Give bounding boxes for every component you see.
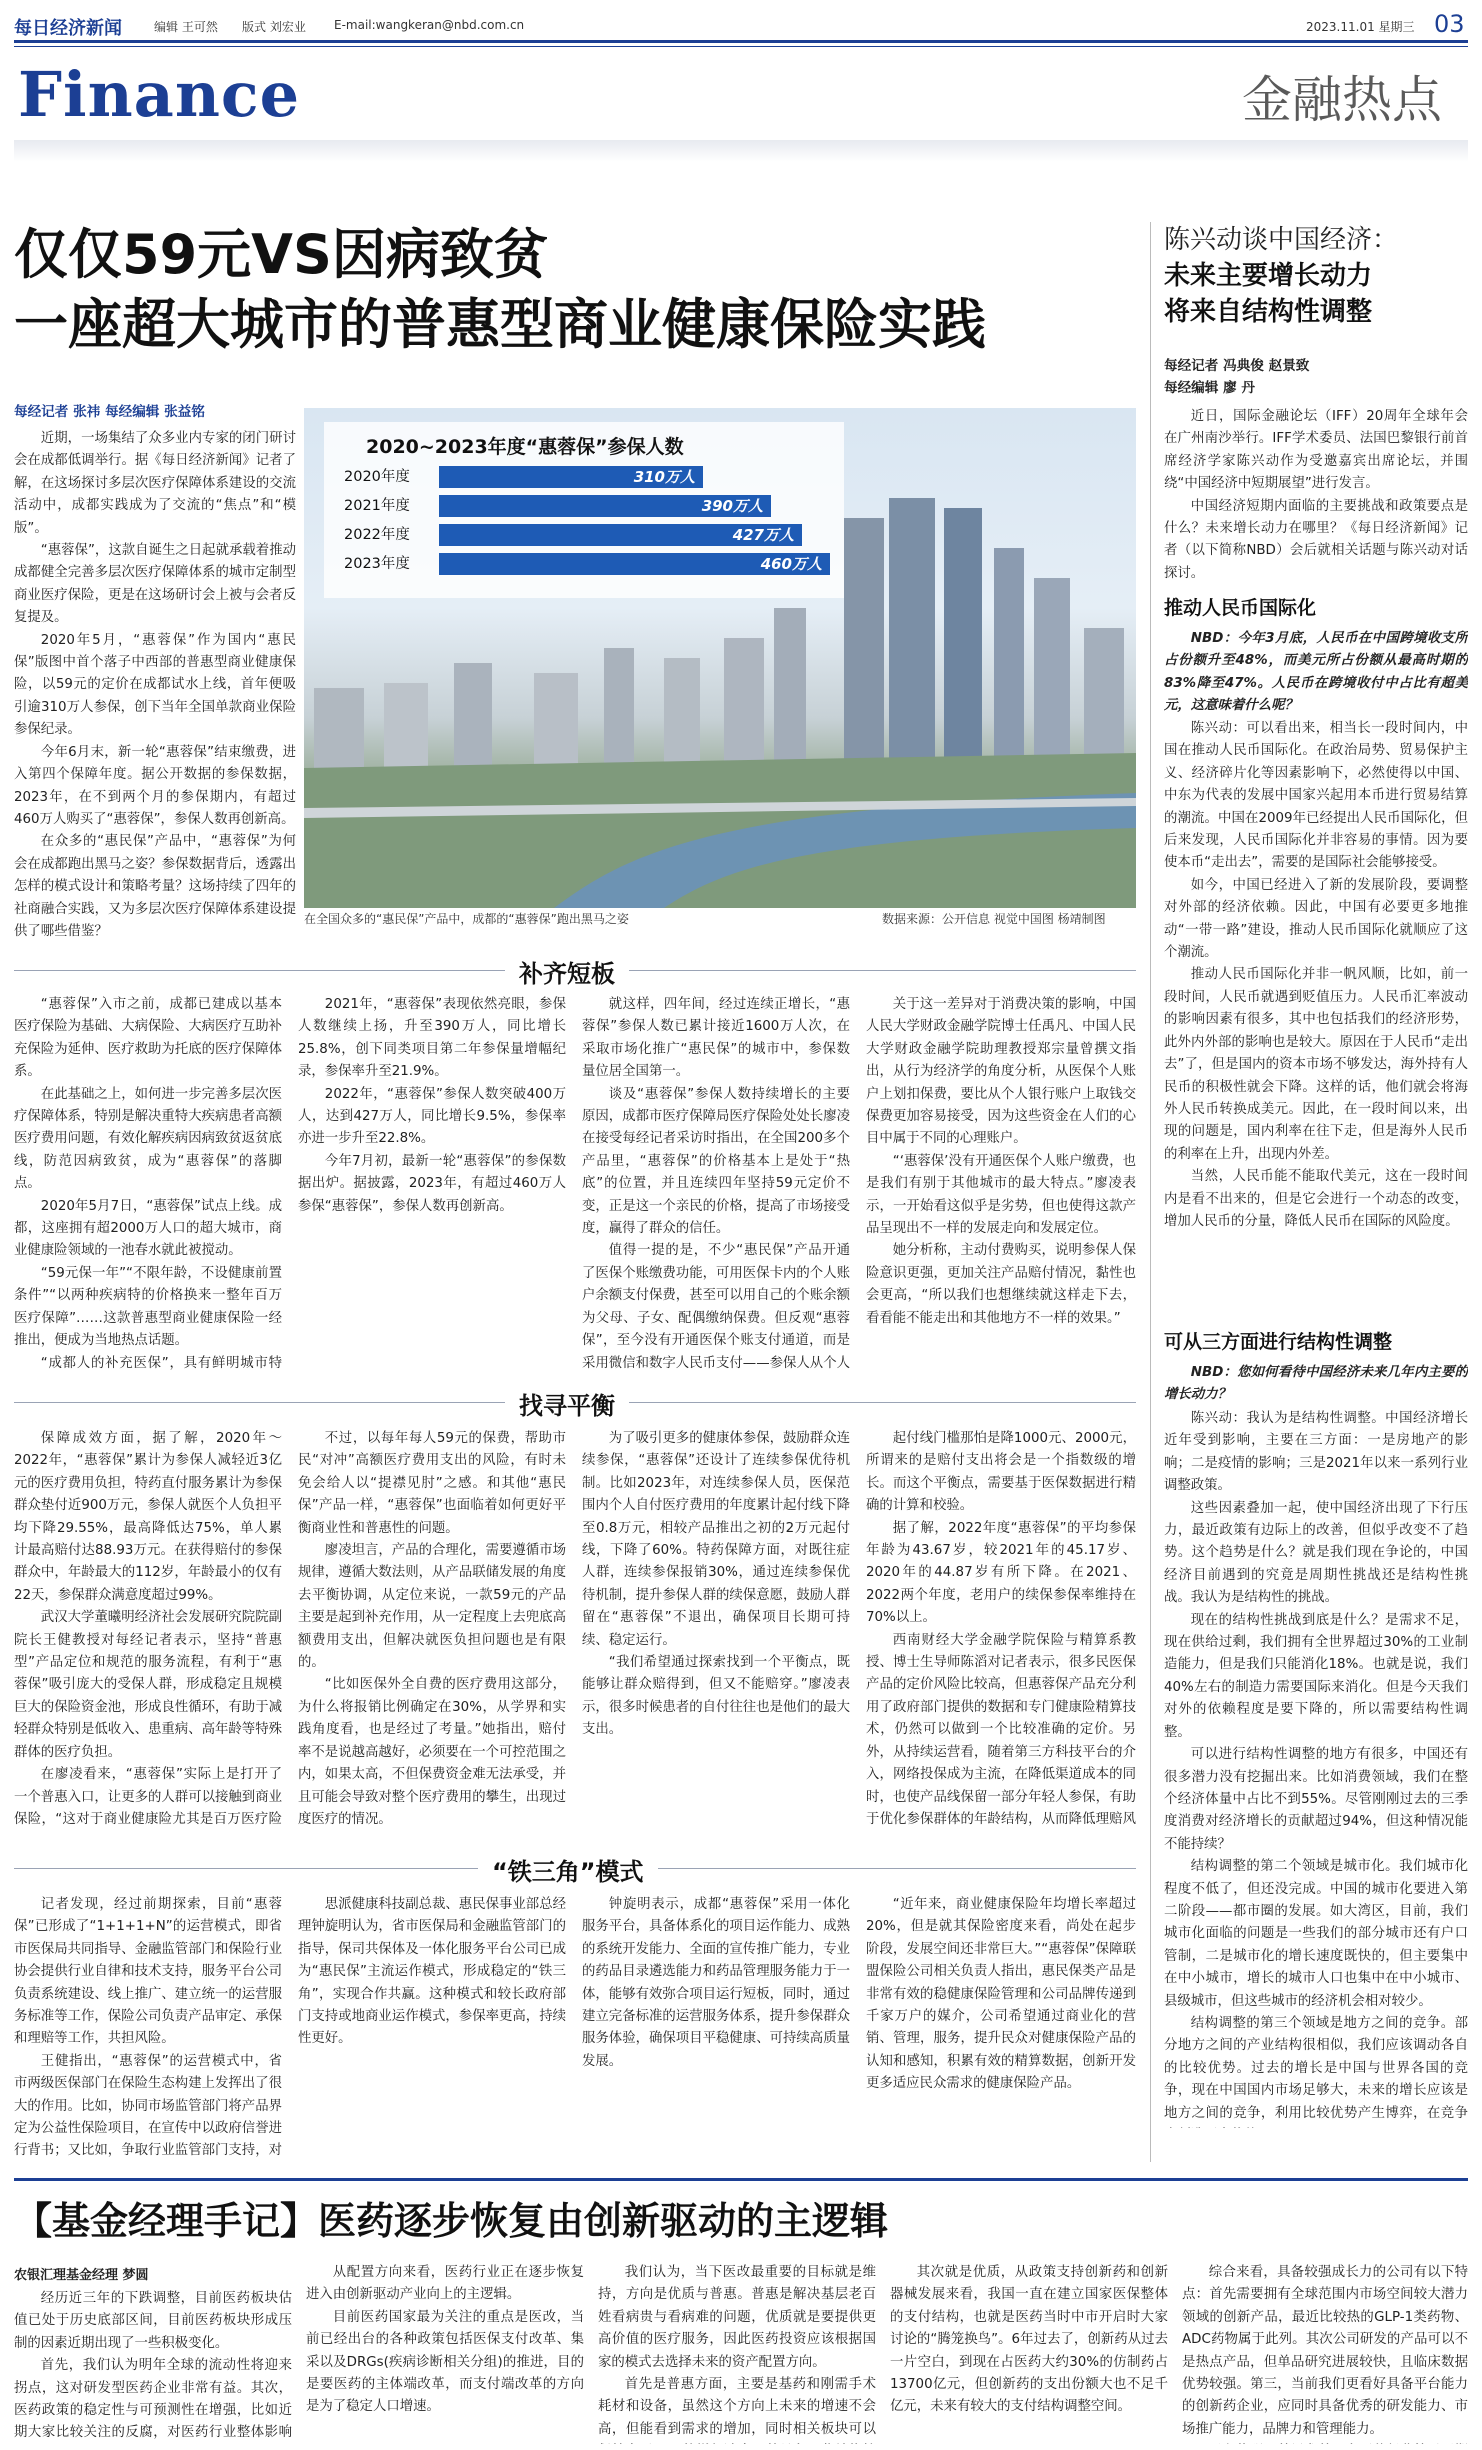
bar: [439, 466, 703, 488]
paragraph: 据了解，2022年度“惠蓉保”的平均参保年龄为43.67岁，较2021年的45.17岁、2020年的44.87岁有所下降。在2021、2022两个年度，老用户的续保参保率维持在70%以上。: [866, 1520, 1136, 1626]
paragraph: 保障成效方面，据了解，2020年～2022年，“惠蓉保”累计为参保人减轻近3亿元的医疗费用负担，特药直付服务累计为参保群众垫付近900万元，参保人就医个人负担平均下降29.55%，最高降低达75%，单人累计最高赔付达88.93万元。在获得赔付的参保群众中，年龄最大的112岁，年龄最小的仅有22天，参保群众满意度超过99%。: [14, 1431, 282, 1603]
s2-col-1: [14, 1428, 282, 1828]
paragraph: 当然，人民币能不能取代美元，这在一段时间内是看不出来的，但是它会进行一个动态的改变，增加人民币的分量，降低人民币在国际的风险度。: [1164, 1169, 1468, 1229]
main-byline: 每经记者 张祎 每经编辑 张益铭: [14, 404, 205, 420]
paragraph: 她分析称，主动付费购买，说明参保人保险意识更强，更加关注产品赔付情况，黏性也会更高，“所以我们也想继续就这样走下去，看看能不能走出和其他地方不一样的效果。”: [866, 1243, 1136, 1326]
column-divider: [1150, 222, 1151, 2162]
sidebar-subhead-2: 可从三方面进行结构性调整: [1164, 1331, 1393, 1353]
paragraph: “比如医保外全自费的医疗费用这部分，为什么将报销比例确定在30%，从学界和实践角度看，也是经过了考量。”她指出，赔付率不是说越高越好，必须要在一个可控范围之内，如果太高，不但保费资金难无法承受，并且可能会导致对整个医疗费用的攀生，出现过度医疗的情况。: [298, 1677, 566, 1827]
chart-row: [324, 524, 844, 546]
paragraph: 中国经济短期内面临的主要挑战和政策要点是什么？未来增长动力在哪里？《每日经济新闻》记者（以下简称NBD）会后就相关话题与陈兴动对话探讨。: [1164, 498, 1468, 581]
bottom-title: 【基金经理手记】医药逐步恢复由创新驱动的主逻辑: [14, 2199, 889, 2243]
paragraph: 推动人民币国际化并非一帆风顺，比如，前一段时间，人民币就遇到贬值压力。人民币汇率波动的影响因素有很多，其中也包括我们的经济形势，此外内外部的影响也是较大。原因在于人民币“走出去”了，但是国内的资本市场不够发达，海外持有人民币的积极性就会下降。这样的话，他们就会将海外人民币转换成美元。因此，在一段时间以来，出现的问题是，国内利率在往下走，但是海外人民币的利率在上升，出现内外差。: [1164, 967, 1468, 1162]
paragraph: 陈兴动：可以看出来，相当长一段时间内，中国在推动人民币国际化。在政治局势、贸易保护主义、经济碎片化等因素影响下，必然使得以中国、中东为代表的发展中国家兴起用本币进行贸易结算的潮流。中国在2009年已经提出人民币国际化，但后来发现，人民币国际化并非容易的事情。因为要使本币“走出去”，需要的是国际社会能够接受。: [1164, 721, 1468, 871]
sidebar-intro: [1164, 406, 1468, 586]
paragraph: 就这样，四年间，经过连续正增长，“惠蓉保”参保人数已累计接近1600万人次，在采取市场化推广“惠民保”的城市中，参保数量位居全国第一。: [582, 997, 850, 1080]
bottom-col-3: [598, 2262, 876, 2444]
paragraph: “惠蓉保”入市之前，成都已建成以基本医疗保险为基础、大病保险、大病医疗互助补充保险为延伸、医疗救助为托底的医疗保障体系。: [14, 997, 282, 1080]
paragraph: 首先，我们认为明年全球的流动性将迎来拐点，这对研发型医药企业非常有益。其次，医药政策的稳定性与可预测性在增强，比如近期大家比较关注的反腐，对医药行业整体影响: [14, 2358, 292, 2441]
s3-col-4: [866, 1894, 1136, 2164]
s3-col-3: [582, 1894, 850, 2164]
sidebar-subhead-1: 推动人民币国际化: [1164, 597, 1317, 619]
s3-col-1: [14, 1894, 282, 2164]
paragraph: “我们希望通过探索找到一个平衡点，既能够让群众赔得到，但又不能赔穿。”廖凌表示，很多时候患者的自付往往也是他们的最大支出。: [582, 1655, 850, 1738]
chart-row: [324, 553, 844, 575]
paragraph: 结构调整的第二个领域是城市化。我们城市化程度不低了，但还没完成。中国的城市化要进入第二阶段——都市圈的发展。如大湾区，目前，我们城市化面临的问题是一些我们的部分城市还有户口管制，二是城市化的增长速度既快的，但主要集中在中小城市，增长的城市人口也集中在中小城市、县级城市，但这些城市的经济机会相对较少。: [1164, 1859, 1468, 2009]
category-label: 2020年度: [344, 469, 410, 485]
data-label: 310万人: [633, 468, 695, 486]
paragraph: “59元保一年”“不限年龄，不设健康前置条件”“以两种疾病特的价格换来一整年百万医疗保障”……这款普惠型商业健康保险一经推出，便成为当地热点话题。: [14, 1265, 282, 1349]
s1-col-2: [298, 994, 566, 1374]
sidebar-title-1: 陈兴动谈中国经济：: [1164, 225, 1399, 255]
intro-paragraph: 近期，一场集结了众多业内专家的闭门研讨会在成都低调举行。据《每日经济新闻》记者了解，在这场探讨多层次医疗保障体系建设的交流活动中，成都实践成为了交流的“焦点”和“模版”。: [14, 431, 296, 536]
category-label: 2023年度: [344, 556, 410, 572]
page-number: 03: [1434, 10, 1465, 38]
sidebar-byline-1: 每经记者 冯典俊 赵景致: [1164, 358, 1310, 374]
s3-col-2: [298, 1894, 566, 2164]
bottom-col-1: [14, 2288, 292, 2444]
s2-col-2: [298, 1428, 566, 1828]
category-label: 2021年度: [344, 498, 410, 514]
chart-source: 数据来源：公开信息 视觉中国图 杨靖制图: [882, 912, 1106, 926]
data-label: 427万人: [732, 526, 794, 544]
paragraph: “‘惠蓉保’没有开通医保个人账户缴费，也是我们有别于其他城市的最大特点。”廖凌表示，一开始看这似乎是劣势，但也使得这款产品呈现出不一样的发展走向和发展定位。: [866, 1153, 1136, 1237]
paragraph: 目前医药国家最为关注的重点是医改，当前已经出台的各种政策包括医保支付改革、集采以及DRGs(疾病诊断相关分组)的推进，目的是要医药的主体端改革，而支付端改革的方向是为了稳定人口增速。: [306, 2309, 584, 2415]
chart-row: [324, 495, 844, 517]
paragraph: 为了吸引更多的健康体参保，鼓励群众连续参保，“惠蓉保”还设计了连续参保优待机制。比如2023年，对连续参保人员，医保范围内个人自付医疗费用的年度累计起付线下降至0.8万元，相较产品推出之初的2万元起付线，下降了60%。特药保障方面，对既往症人群，连续参保报销30%，通过连续参保优待机制，提升参保人群的续保意愿，鼓励人群留在“惠蓉保”不退出，确保项目长期可持续、稳定运行。: [582, 1431, 850, 1648]
header-rule-thin: [14, 46, 1468, 47]
data-label: 390万人: [701, 497, 763, 515]
chart-photo-panel: [304, 408, 1136, 908]
headline-1: 仅仅59元VS因病致贫: [14, 223, 548, 286]
bottom-col-4: [890, 2262, 1168, 2444]
section-heading-2: 找寻平衡: [505, 1386, 629, 1421]
sidebar-answer-1: [1164, 718, 1468, 1318]
paragraph: 这些因素叠加一起，使中国经济出现了下行压力，最近政策有边际上的改善，但似乎改变不了趋势。这个趋势是什么？就是我们现在争论的，中国经济目前遇到的究竟是周期性挑战还是结构性挑战。我认为是结构性的挑战。: [1164, 1500, 1468, 1606]
paragraph: 值得一提的是，不少“惠民保”产品开通了医保个账缴费功能，可用医保卡内的个人账户余额支付保费，甚至可以用自己的个账余额为父母、子女、配偶缴纳保费。但反观“惠蓉保”，至今没有开通医保个账支付通道，而是采用微信和数字人民币支付——参保人从个人: [582, 1243, 850, 1371]
masthead-shadow: [14, 140, 1468, 162]
page-header: [14, 12, 1468, 40]
main-intro: [14, 428, 296, 968]
paragraph: 钟旋明表示，成都“惠蓉保”采用一体化服务平台，具备体系化的项目运作能力、成熟的系统开发能力、全面的宣传推广能力，专业的药品目录遴选能力和药品管理服务能力于一体，能够有效弥合项目运行短板，同时，通过建立完备标准的运营服务体系，提升参保群众服务体验，确保项目平稳健康、可持续高质量发展。: [582, 1897, 850, 2069]
designer: 版式 刘宏业: [242, 20, 306, 34]
paragraph: “近年来，商业健康保险年均增长率超过20%，但是就其保险密度来看，尚处在起步阶段，发展空间还非常巨大。”“惠蓉保”保障联盟保险公司相关负责人指出，惠民保类产品是非常有效的稳健康保险管理和公司品牌传递到千家万户的媒介，公司希望通过商业化的营销、管理，服务，提升民众对健康保险产品的认知和感知，积累有效的精算数据，创新开发更多适应民众需求的健康保险产品。: [866, 1897, 1136, 2092]
sidebar: [1164, 222, 1468, 2162]
email: E-mail:wangkeran@nbd.com.cn: [334, 18, 525, 32]
intro-paragraph: 2020年5月，“惠蓉保”作为国内“惠民保”版图中首个落子中西部的普惠型商业健康保险，以59元的定价在成都试水上线，首年便吸引逾310万人参保，创下当年全国单款商业保险参保纪录。: [14, 632, 296, 738]
chart-bars: [324, 466, 844, 596]
bottom-col-5: [1182, 2262, 1468, 2444]
s2-col-4: [866, 1428, 1136, 1828]
paragraph: [1182, 2441, 1468, 2444]
paragraph: “成都人的补充医保”，具有鲜明城市特: [40, 1355, 282, 1371]
s1-col-4: [866, 994, 1136, 1374]
paragraph: 关于这一差异对于消费决策的影响，中国人民大学财政金融学院博士任禹凡、中国人民大学财政金融学院助理教授郑宗量曾撰文指出，从行为经济学的角度分析，从医保个人账户上划扣保费，要比从个人银行账户上取钱交保费更加容易接受，因为这些资金在人们的心目中属于不同的心理账户。: [866, 997, 1136, 1147]
section-title: Finance: [18, 58, 301, 131]
paragraph: 现在的结构性挑战到底是什么？是需求不足，现在供给过剩，我们拥有全世界超过30%的工业制造能力，但是我们只能消化18%。也就是说，我们40%左右的制造力需要国际来消化。但是今天我们对外的依赖程度是要下降的，所以需要结构性调整。: [1164, 1612, 1468, 1740]
paragraph: 2022年，“惠蓉保”参保人数突破400万人，达到427万人，同比增长9.5%，参保率亦进一步升至22.8%。: [298, 1086, 566, 1147]
bar: [439, 553, 830, 575]
bottom-col-2: [306, 2262, 584, 2444]
paragraph: 其次就是优质，从政策支持创新药和创新器械发展来看，我国一直在建立国家医保整体的支付结构，也就是医药当时中市开启时大家讨论的“腾笼换鸟”。6年过去了，创新药从过去一片空白，到现在占医药大约30%的仿制药占13700亿元，但创新药的支出份额大也不足千亿元，未来有较大的支付结构调整空间。: [890, 2265, 1168, 2415]
section-heading-3: “铁三角”模式: [478, 1852, 658, 1887]
paragraph: 西南财经大学金融学院保险与精算系教授、博士生导师陈滔对记者表示，很多民医保产品的定价风险比较高，但惠蓉保产品充分利用了政府部门提供的数据和专门健康险精算技术，仍然可以做到一个比较准确的定价。另外，从持续运营看，随着第三方科技平台的介入，网络投保成为主流，在降低渠道成本的同时，也使产品线保留一部分年轻人参保，有助于优化参保群体的年龄结构，从而降低理赔风: [866, 1632, 1136, 1827]
paragraph: 首先是普惠方面，主要是基药和刚需手术耗材和设备，虽然这个方向上未来的增速不会高，但能看到需求的增加，同时相关板块可以: [598, 2377, 876, 2437]
paragraph: 廖凌坦言，产品的合理化，需要遵循市场规律，遵循大数法则，从产品联储发展的角度去平衡协调，从定位来说，一款59元的产品主要是起到补充作用，从一定程度上去兜底高额费用支出，但解决就医负担问题也是有限的。: [298, 1543, 566, 1671]
chart-caption: 在全国众多的“惠民保”产品中，成都的“惠蓉保”跑出黑马之姿: [304, 912, 629, 926]
paragraph: 起付线门槛那怕是降1000元、2000元，所谓来的是赔付支出将会是一个指数级的增长。而这个平衡点，需要基于医保数据进行精确的计算和校验。: [866, 1431, 1136, 1514]
paragraph: 不过，以每年每人59元的保费，帮助市民“对冲”高额医疗费用支出的风险，有时未免会给人以“提襟见肘”之感。和其他“惠民保”产品一样，“惠蓉保”也面临着如何更好平衡商业性和普惠性的问题。: [298, 1431, 566, 1536]
intro-paragraph: 今年6月末，新一轮“惠蓉保”结束缴费，进入第四个保障年度。据公开数据的参保数据，2023年，在不到两个月的参保期内，有超过460万人购买了“惠蓉保”，参保人数再创新高。: [14, 744, 296, 827]
sidebar-answer-2: [1164, 1408, 1468, 2128]
sidebar-byline-2: 每经编辑 廖 丹: [1164, 380, 1256, 396]
s1-col-3: [582, 994, 850, 1374]
paragraph: 结构调整的第三个领域是地方之间的竞争。部分地方之间的产业结构很相似，我们应该调动各自的比较优势。过去的增长是中国与世界各国的竞争，现在中国国内市场足够大，未来的增长应该是地方之间的竞争，利用比较优势产生博弈，在竞争: [1164, 2015, 1468, 2121]
paragraph: 在此基础之上，如何进一步完善多层次医疗保障体系，特别是解决重特大疾病患者高额医疗费用问题，有效化解疾病因病致贫返贫底线，防范因病致贫，成为“惠蓉保”的落脚点。: [14, 1086, 282, 1192]
editor: 编辑 王可然: [154, 20, 218, 34]
bar: [439, 495, 771, 517]
chart-title: 2020~2023年度“惠蓉保”参保人数: [366, 436, 684, 458]
s1-col-1: [14, 994, 282, 1374]
section-heading-1: 补齐短板: [505, 954, 629, 989]
paragraph: 从配置方向来看，医药行业正在逐步恢复进入由创新驱动产业向上的主逻辑。: [306, 2265, 584, 2303]
bottom-byline: 农银汇理基金经理 梦圆: [14, 2268, 149, 2283]
paragraph: 综合来看，具备较强成长力的公司有以下特点：首先需要拥有全球范围内市场空间较大潜力领域的创新产品，最近比较热的GLP-1类药物、ADC药物属于此列。其次公司研发的产品可以不是热点产品，但单品研究进展较快，且临床数据优势较强。第三，当前我们更看好具备平台能力的创新药企业，应同时具备优秀的研发能力、市场推广能力，品牌力和管理能力。: [1182, 2265, 1468, 2437]
header-rule: [14, 40, 1468, 43]
paragraph: 武汉大学董曦明经济社会发展研究院院副院长王健教授对每经记者表示，坚持“普惠型”产品定位和规范的服务流程，有利于“惠蓉保”吸引庞大的受保人群，形成稳定且规模巨大的保险资金池，形成良性循环，有助于减轻群众特别是低收入、患重病、高年龄等特殊群体的医疗负担。: [14, 1610, 282, 1760]
chart-box: [324, 422, 844, 598]
paragraph: 近日，国际金融论坛（IFF）20周年全球年会在广州南沙举行。IFF学术委员、法国巴黎银行前首席经济学家陈兴动作为受邀嘉宾出席论坛，并围绕“中国经济中短期展望”进行发言。: [1164, 409, 1468, 492]
date: 2023.11.01 星期三: [1306, 20, 1415, 34]
topic-title: 金融热点: [1242, 71, 1442, 129]
sidebar-question-1: NBD：今年3月底，人民币在中国跨境收支所占份额升至48%，而美元所占份额从最高时期的83%降至47%。人民币在跨境收付中占比有超美元，这意味着什么呢？: [1164, 631, 1468, 714]
paragraph: 思派健康科技副总裁、惠民保事业部总经理钟旋明认为，省市医保局和金融监管部门的指导，保司共保体及一体化服务平台公司已成为“惠民保”主流运作模式，形成稳定的“铁三角”，实现合作共赢。这种模式和较长政府部门支持或地商业运作模式，参保率更高，持续性更好。: [298, 1897, 566, 2047]
sidebar-title-3: 将来自结构性调整: [1164, 297, 1373, 327]
sidebar-title-2: 未来主要增长动力: [1164, 261, 1373, 291]
category-label: 2022年度: [344, 527, 410, 543]
bar: [439, 524, 802, 546]
paragraph: 谈及“惠蓉保”参保人数持续增长的主要原因，成都市医疗保障局医疗保险处处长廖凌在接受每经记者采访时指出，在全国200多个产品里，“惠蓉保”的价格基本上是处于“热底”的位置，并且连续四年坚持59元定价不变，正是这一个亲民的价格，提高了市场接受度，赢得了群众的信任。: [582, 1086, 850, 1237]
bottom-rule: [14, 2178, 1468, 2181]
intro-paragraph: “惠蓉保”，这款自诞生之日起就承载着推动成都健全完善多层次医疗保障体系的城市定制型商业医疗保险，更是在这场研讨会上被与会者反复提及。: [14, 543, 296, 626]
chart-row: [324, 466, 844, 488]
paragraph: 如今，中国已经进入了新的发展阶段，要调整对外部的经济依赖。因此，中国有必要更多地推动“一带一路”建设，推动人民币国际化就顺应了这个潮流。: [1164, 877, 1468, 961]
paper-name: 每日经济新闻: [14, 18, 122, 39]
headline-2: 一座超大城市的普惠型商业健康保险实践: [14, 293, 986, 356]
paragraph: 陈兴动：我认为是结构性调整。中国经济增长近年受到影响，主要在三方面：一是房地产的影响；二是疫情的影响；三是2021年以来一系列行业调整政策。: [1164, 1411, 1468, 1494]
paragraph: 经历近三年的下跌调整，目前医药板块估值已处于历史底部区间，目前医药板块形成压制的因素近期出现了一些积极变化。: [14, 2291, 292, 2351]
s2-col-3: [582, 1428, 850, 1828]
data-label: 460万人: [760, 555, 822, 573]
intro-paragraph: 在众多的“惠民保”产品中，“惠蓉保”为何会在成都跑出黑马之姿？参保数据背后，透露出怎样的模式设计和策略考量？这场持续了四年的社商融合实践，又为多层次医疗保障体系建设提供了哪些借鉴？: [14, 834, 296, 939]
paragraph: 2020年5月7日，“惠蓉保”试点上线。成都，这座拥有超2000万人口的超大城市，商业健康险领域的一池春水就此被搅动。: [14, 1198, 282, 1259]
paragraph: 记者发现，经过前期探索，目前“惠蓉保”已形成了“1+1+1+N”的运营模式，即省市医保局共同指导、金融监管部门和保险行业协会提供行业自律和技术支持，服务平台公司负责系统建设、线上推广、建立统一的运营服务标准等工作，保险公司负责产品审定、承保和理赔等工作，共担风险。: [14, 1897, 282, 2047]
paragraph: 王健指出，“惠蓉保”的运营模式中，省市两级医保部门在保险生态构建上发挥出了很大的作用。比如，协同市场监管部门将产品界定为公益性保险项目，在宣传中以政府信誉进行背书；又比如，争取行业监管部门支持，对: [14, 2053, 282, 2159]
paragraph: 可以进行结构性调整的地方有很多，中国还有很多潜力没有挖掘出来。比如消费领域，我们在整个经济体量中占比不到55%。尽管刚刚过去的三季度消费对经济增长的贡献超过94%，但这种情况能不能持续？: [1164, 1747, 1468, 1852]
paragraph: 我们认为，当下医改最重要的目标就是维持，方向是优质与普惠。普惠是解决基层老百姓看病贵与看病难的问题，优质就是要提供更高价值的医疗服务，因此医药投资应该根据国家的模式去选择未来的资产配置方向。: [598, 2265, 876, 2370]
sidebar-question-2: NBD：您如何看待中国经济未来几年内主要的增长动力？: [1164, 1365, 1468, 1403]
paragraph: 2021年，“惠蓉保”表现依然亮眼，参保人数继续上扬，升至390万人，同比增长25.8%，创下同类项目第二年参保量增幅纪录，参保率升至21.9%。: [298, 997, 566, 1080]
paragraph: 在廖凌看来，“惠蓉保”实际上是打开了一个普惠入口，让更多的人群可以接触到商业保险，“这对于商业健康险尤其是百万医疗险: [14, 1767, 282, 1827]
paragraph: 今年7月初，最新一轮“惠蓉保”的参保数据出炉。据披露，2023年，有超过460万人参保“惠蓉保”，参保人数再创新高。: [298, 1153, 566, 1214]
